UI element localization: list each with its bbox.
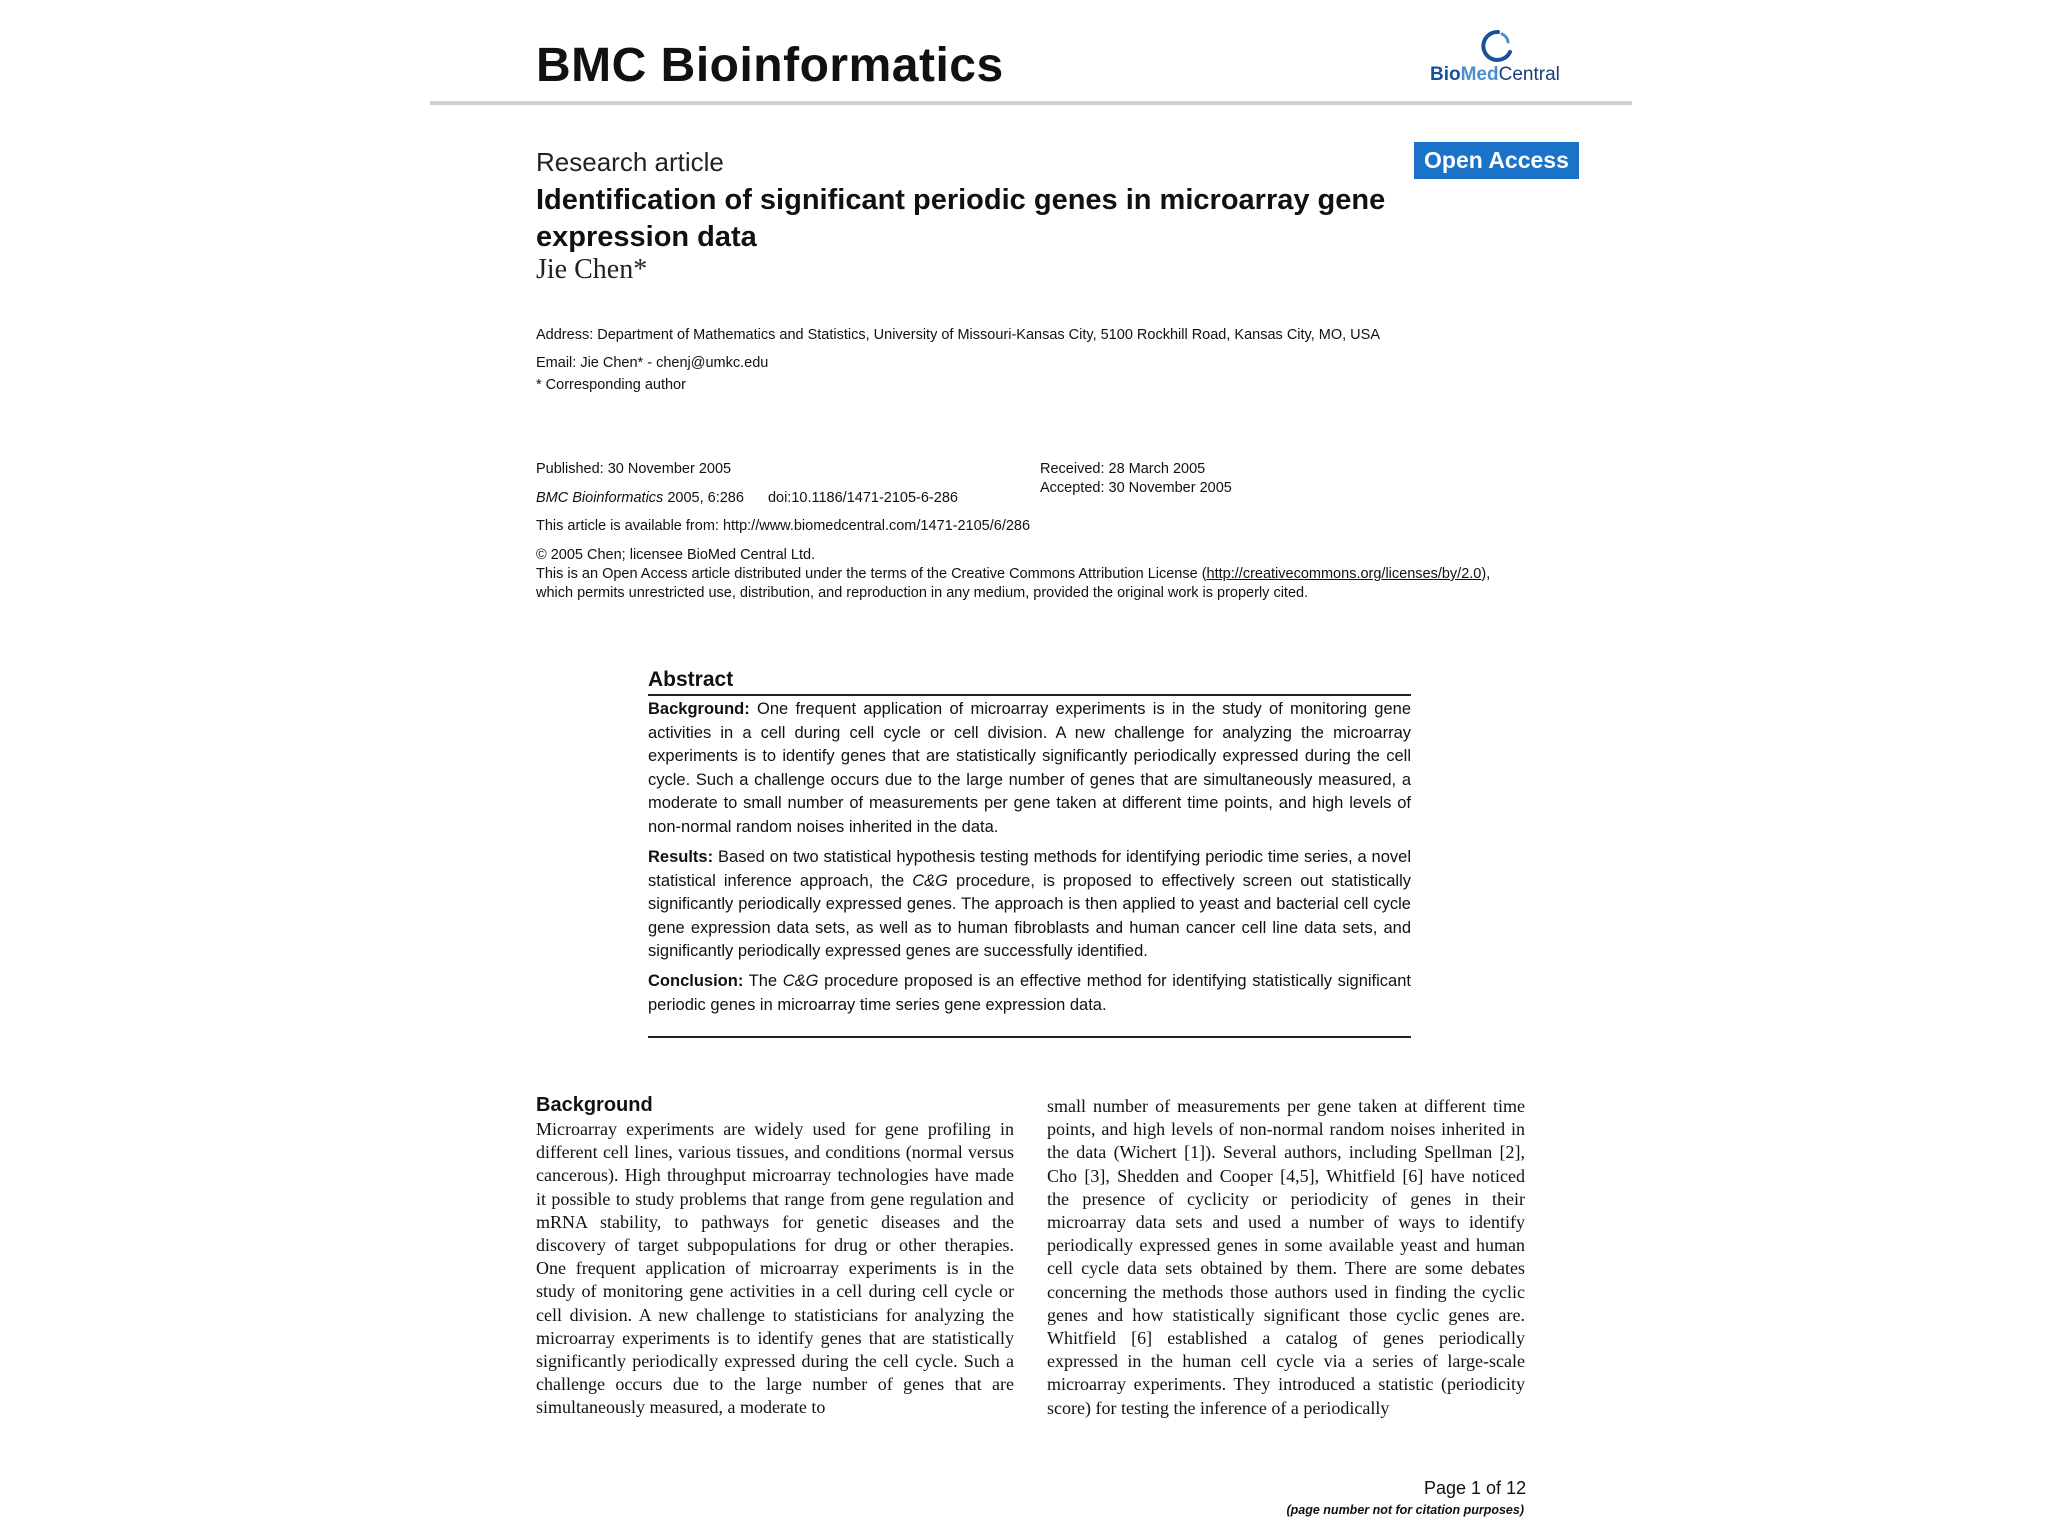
- abstract-heading: Abstract: [648, 668, 734, 691]
- page-number-note: (page number not for citation purposes): [1286, 1503, 1524, 1517]
- accepted-date: Accepted: 30 November 2005: [1040, 480, 1232, 496]
- logo-central: Central: [1498, 64, 1560, 85]
- biomed-central-logo-icon: [1480, 28, 1516, 64]
- abstract-background-label: Background:: [648, 700, 750, 718]
- doi[interactable]: doi:10.1186/1471-2105-6-286: [767, 490, 958, 506]
- abstract-conclusion-label: Conclusion:: [648, 972, 744, 990]
- abstract-conclusion-cg: C&G: [782, 972, 819, 990]
- logo-med: Med: [1460, 64, 1499, 85]
- article-type: Research article: [536, 147, 724, 177]
- header-divider: [430, 101, 1632, 105]
- abstract-conclusion-text-1: The: [743, 972, 783, 990]
- section-heading-background: Background: [536, 1094, 653, 1116]
- logo-wordmark: [1430, 64, 1560, 86]
- license-link[interactable]: http://creativecommons.org/licenses/by/2.0: [1206, 566, 1482, 582]
- received-date: Received: 28 March 2005: [1040, 461, 1206, 477]
- journal-title: BMC Bioinformatics: [536, 39, 1004, 92]
- license-suffix: ),: [1481, 566, 1491, 582]
- author-name: Jie Chen*: [536, 254, 648, 285]
- author-address: Address: Department of Mathematics and Statistics, University of Missouri-Kansas City, 5100 Rockhill Road, Kansas City, MO, USA: [536, 327, 1380, 343]
- body-column-right: small number of measurements per gene taken at different time points, and high levels of non-normal random noises inherited in the data (Wichert [1]). Several authors, including Spellman [2], Cho [3], Shedden and Cooper [4,5], Whitfield [6] have noticed the presence of cyclicity or periodicity of genes in their microarray data sets and used a number of ways to identify periodically expressed genes in some available yeast and human cell cycle data sets obtained by them. There are some debates concerning the methods those authors used in finding the cyclic genes and how statistically significant those cyclic genes are. Whitfield [6] established a catalog of genes periodically expressed in the human cell cycle via a series of large-scale microarray experiments. They introduced a statistic (periodicity score) for testing the inference of a periodically: [1047, 1096, 1525, 1418]
- license-line-2: which permits unrestricted use, distribution, and reproduction in any medium, provided the original work is properly cited.: [536, 585, 1309, 601]
- open-access-badge: Open Access: [1414, 142, 1579, 179]
- abstract-conclusion-text-2: procedure proposed is an effective method for identifying statistically significant periodic genes in microarray time series gene expression data.: [648, 972, 1411, 1014]
- corresponding-note: * Corresponding author: [536, 377, 686, 393]
- abstract-results-text-1: Based on two statistical hypothesis testing methods for identifying periodic time series, a novel statistical inference approach, the: [648, 848, 1411, 890]
- article-url[interactable]: This article is available from: http://www.biomedcentral.com/1471-2105/6/286: [536, 518, 1031, 534]
- abstract-results-cg: C&G: [912, 871, 948, 890]
- citation-journal: BMC Bioinformatics: [536, 490, 664, 506]
- abstract-results-text-2: procedure, is proposed to effectively screen out statistically significantly periodically expressed genes. The approach is then applied to yeast and bacterial cell cycle gene expression data sets, as well as to human fibroblasts and human cancer cell line data sets, and significantly periodically expressed genes are successfully identified.: [648, 871, 1411, 960]
- citation-volume: 2005, 6:286: [663, 490, 744, 506]
- license-prefix: This is an Open Access article distributed under the terms of the Creative Commons Attribution License (: [536, 566, 1207, 582]
- article-title: Identification of significant periodic genes in microarray gene expression data: [536, 184, 1386, 253]
- copyright-notice: © 2005 Chen; licensee BioMed Central Ltd.: [536, 547, 816, 563]
- abstract-bottom-rule: [648, 1036, 1411, 1038]
- publisher-logo: [1430, 28, 1570, 90]
- abstract-top-rule: [648, 694, 1411, 696]
- published-date: Published: 30 November 2005: [536, 461, 732, 477]
- abstract-results: [648, 846, 1411, 964]
- citation-line: [536, 490, 958, 506]
- page-number: Page 1 of 12: [1424, 1478, 1527, 1498]
- license-line-1: [536, 566, 1490, 582]
- logo-bio: Bio: [1430, 64, 1461, 85]
- abstract-results-label: Results:: [648, 848, 714, 866]
- abstract-conclusion: [648, 970, 1411, 1017]
- abstract-background: [648, 698, 1411, 839]
- abstract-background-text: One frequent application of microarray experiments is in the study of monitoring gene activities in a cell during cell cycle or cell division. A new challenge for analyzing the microarray experiments is to identify genes that are statistically significantly periodically expressed during the cell cycle. Such a challenge occurs due to the large number of genes that are simultaneously measured, a moderate to small number of measurements per gene taken at different time points, and high levels of non-normal random noises inherited in the data.: [648, 700, 1411, 836]
- author-email: Email: Jie Chen* - chenj@umkc.edu: [536, 355, 769, 371]
- body-column-left: Microarray experiments are widely used for gene profiling in different cell lines, various tissues, and conditions (normal versus cancerous). High throughput microarray technologies have made it possible to study problems that range from gene regulation and mRNA stability, to pathways for genetic diseases and the discovery of target subpopulations for drug or other therapies. One frequent application of microarray experiments is in the study of monitoring gene activities in a cell during cell cycle or cell division. A new challenge to statisticians for analyzing the microarray experiments is to identify genes that are statistically significantly periodically expressed during the cell cycle. Such a challenge occurs due to the large number of genes that are simultaneously measured, a moderate to: [536, 1119, 1014, 1418]
